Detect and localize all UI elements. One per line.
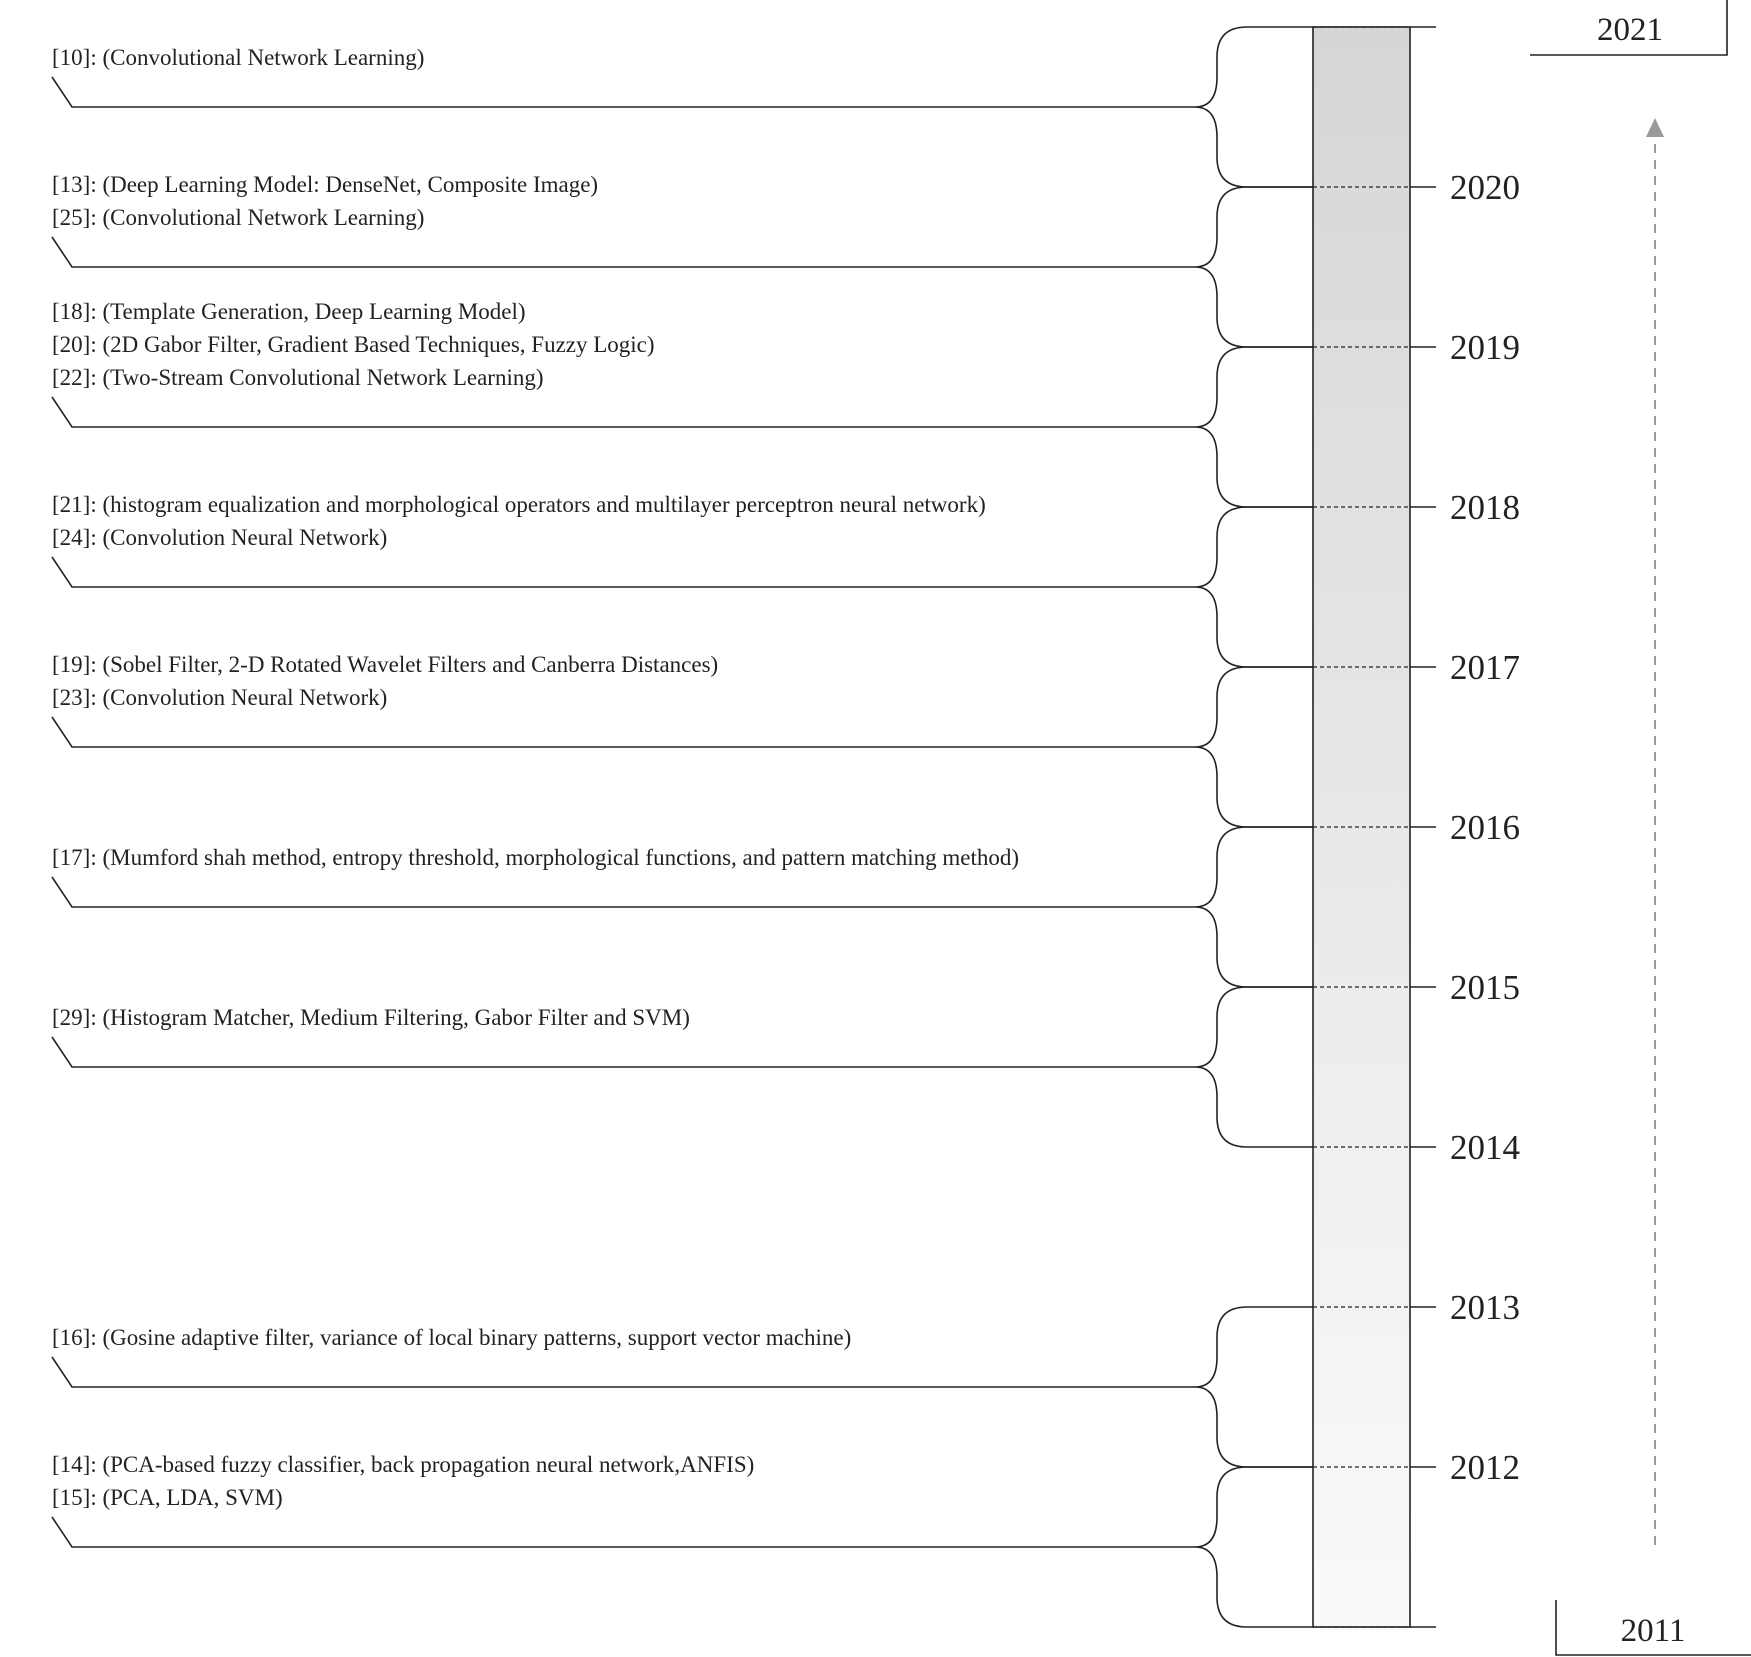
period-brace (1195, 507, 1313, 667)
year-label-2012: 2012 (1450, 1448, 1520, 1487)
period-underline (52, 1517, 1195, 1547)
period-underline (52, 557, 1195, 587)
reference-entry: [22]: (Two-Stream Convolutional Network Learning) (52, 365, 544, 390)
end-year-label: 2021 (1597, 12, 1663, 48)
period-underline (52, 1357, 1195, 1387)
period-brace (1195, 667, 1313, 827)
period-brace (1195, 987, 1313, 1147)
period-brace (1195, 1307, 1313, 1467)
period-brace (1195, 827, 1313, 987)
period-underline (52, 877, 1195, 907)
reference-entry: [18]: (Template Generation, Deep Learning Model) (52, 299, 526, 324)
period-underline (52, 717, 1195, 747)
year-label-2020: 2020 (1450, 168, 1520, 207)
reference-entry: [29]: (Histogram Matcher, Medium Filtering, Gabor Filter and SVM) (52, 1005, 690, 1030)
time-direction-arrow (1646, 118, 1664, 1545)
year-label-2018: 2018 (1450, 488, 1520, 527)
reference-entry: [14]: (PCA-based fuzzy classifier, back propagation neural network,ANFIS) (52, 1452, 755, 1477)
braces-layer (52, 27, 1313, 1627)
reference-entry: [25]: (Convolutional Network Learning) (52, 205, 425, 230)
period-underline (52, 1037, 1195, 1067)
reference-entry: [19]: (Sobel Filter, 2-D Rotated Wavelet Filters and Canberra Distances) (52, 652, 719, 677)
year-label-2014: 2014 (1450, 1128, 1520, 1167)
reference-entry: [23]: (Convolution Neural Network) (52, 685, 388, 710)
entries-layer (52, 45, 1019, 1510)
period-brace (1195, 1467, 1313, 1627)
start-year-label: 2011 (1620, 1613, 1686, 1649)
period-brace (1195, 347, 1313, 507)
year-label-2013: 2013 (1450, 1288, 1520, 1327)
year-label-2017: 2017 (1450, 648, 1520, 687)
reference-entry: [16]: (Gosine adaptive filter, variance of local binary patterns, support vector machine) (52, 1325, 852, 1350)
reference-entry: [15]: (PCA, LDA, SVM) (52, 1485, 283, 1510)
reference-entry: [21]: (histogram equalization and morphological operators and multilayer perceptron neural network) (52, 492, 986, 517)
period-underline (52, 397, 1195, 427)
reference-entry: [17]: (Mumford shah method, entropy threshold, morphological functions, and pattern matching method) (52, 845, 1020, 870)
period-underline (52, 77, 1195, 107)
reference-entry: [13]: (Deep Learning Model: DenseNet, Composite Image) (52, 172, 599, 197)
reference-entry: [10]: (Convolutional Network Learning) (52, 45, 425, 70)
start-year-box (1556, 1600, 1751, 1655)
reference-entry: [24]: (Convolution Neural Network) (52, 525, 388, 550)
period-brace (1195, 187, 1313, 347)
year-label-2015: 2015 (1450, 968, 1520, 1007)
end-year-box (1530, 0, 1727, 55)
period-underline (52, 237, 1195, 267)
period-brace (1195, 27, 1313, 187)
year-label-2019: 2019 (1450, 328, 1520, 367)
reference-entry: [20]: (2D Gabor Filter, Gradient Based Techniques, Fuzzy Logic) (52, 332, 655, 357)
year-label-2016: 2016 (1450, 808, 1520, 847)
